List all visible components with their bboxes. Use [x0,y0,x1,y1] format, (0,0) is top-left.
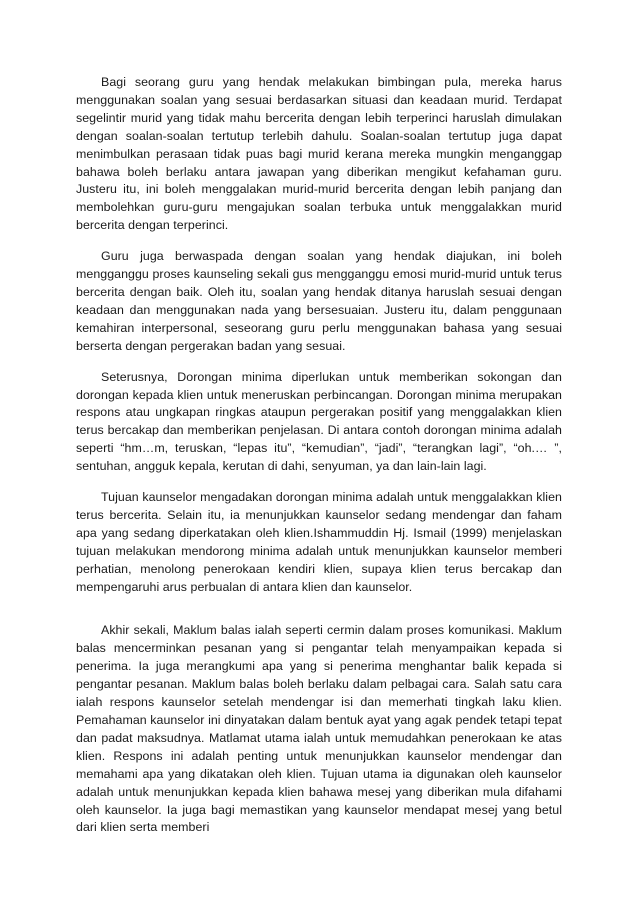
paragraph-question-caution: Guru juga berwaspada dengan soalan yang hendak diajukan, ini boleh mengganggu proses kaunseling sekali gus mengganggu emosi murid-murid untuk terus bercerita dengan baik. Oleh itu, soalan yang hendak ditanya haruslah sesuai dengan keadaan dan menggunakan nada yang bersesuaian. Justeru itu, dalam penggunaan kemahiran interpersonal, seseorang guru perlu menggunakan bahasa yang sesuai berserta dengan pergerakan badan yang sesuai. [76,249,562,353]
paragraph-minimal-encouragement: Seterusnya, Dorongan minima diperlukan untuk memberikan sokongan dan dorongan kepada klien untuk meneruskan perbincangan. Dorongan minima merupakan respons atau ungkapan ringkas ataupun pergerakan positif yang menggalakkan klien terus bercakap dan memberikan penjelasan. Di antara contoh dorongan minima adalah seperti “hm…m, teruskan, “lepas itu”, “kemudian”, “jadi”, “terangkan lagi”, “oh.… ”, sentuhan, angguk kepala, kerutan di dahi, senyuman, ya dan lain-lain lagi. [76,369,562,474]
paragraph-feedback: Akhir sekali, Maklum balas ialah seperti cermin dalam proses komunikasi. Maklum balas mencerminkan pesanan yang si pengantar telah menyampaikan kepada si penerima. Ia juga merangkumi apa yang si penerima menghantar balik kepada si pengantar pesanan. Maklum balas boleh berlaku dalam pelbagai cara. Salah satu cara ialah respons kaunselor setelah mendengar isi dan memerhati tingkah laku klien. Pemahaman kaunselor ini dinyatakan dalam bentuk ayat yang agak pendek tetapi tepat dan padat maksudnya. Matlamat utama ialah untuk memudahkan penerokaan ke atas klien. Respons ini adalah penting untuk menunjukkan kaunselor mendengar dan memahami apa yang dikatakan oleh klien. Tujuan utama ia digunakan oleh kaunselor adalah untuk menunjukkan kepada klien bahawa mesej yang diberikan mula difahami oleh kaunselor. Ia juga bagi memastikan yang kaunselor mendapat mesej yang betul dari klien serta memberi [76,623,562,835]
paragraph-guidance-questions: Bagi seorang guru yang hendak melakukan bimbingan pula, mereka harus menggunakan soalan yang sesuai berdasarkan situasi dan keadaan murid. Terdapat segelintir murid yang tidak mahu bercerita dengan lebih terperinci haruslah dimulakan dengan soalan-soalan tertutup terlebih dahulu. Soalan-soalan tertutup juga dapat menimbulkan perasaan tidak puas bagi murid kerana mereka mungkin menganggap bahawa boleh berlaku antara jawapan yang diberikan mengikut kefahaman guru. Justeru itu, ini boleh menggalakan murid-murid bercerita dengan lebih panjang dan membolehkan guru-guru mengajukan soalan terbuka untuk menggalakkan murid bercerita dengan terperinci. [76,75,562,233]
paragraph-encouragement-purpose: Tujuan kaunselor mengadakan dorongan minima adalah untuk menggalakkan klien terus bercerita. Selain itu, ia menunjukkan kaunselor sedang mendengar dan faham apa yang sedang diperkatakan oleh klien.Ishammuddin Hj. Ismail (1999) menjelaskan tujuan melakukan mendorong minima adalah untuk menunjukkan kaunselor memberi perhatian, menolong penerokaan kendiri klien, supaya klien terus bercakap dan mempengaruhi arus perbualan di antara klien dan kaunselor. [76,490,562,594]
document-page [76,74,562,837]
